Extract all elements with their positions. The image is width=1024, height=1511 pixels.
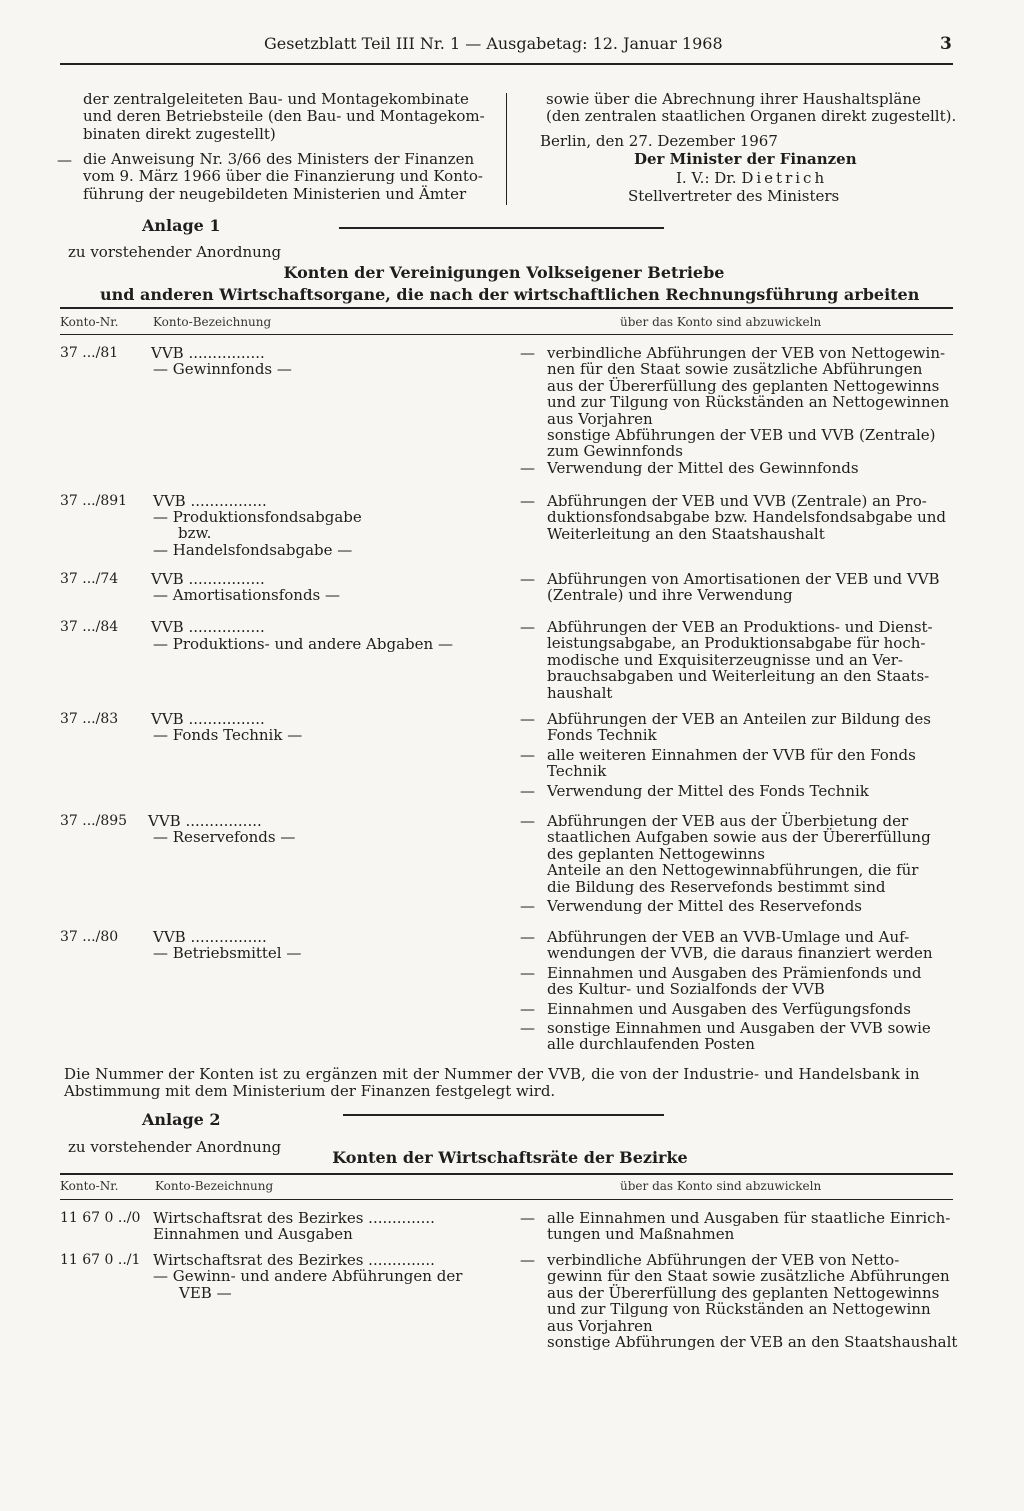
anlage1-subtitle: zu vorstehender Anordnung	[68, 243, 282, 261]
table-row-description	[520, 711, 950, 799]
intro-right-line: (den zentralen staatlichen Organen direkt zugestellt).	[546, 107, 957, 126]
anlage1-col-desc: über das Konto sind abzuwickeln	[620, 315, 822, 329]
item-dash: —	[520, 897, 535, 916]
intro-left-dash: —	[57, 151, 72, 169]
item-line: (Zentrale) und ihre Verwendung	[547, 586, 793, 605]
signer-role: Stellvertreter des Ministers	[628, 187, 840, 205]
name-line: Einnahmen und Ausgaben	[153, 1225, 353, 1244]
item-line: brauchsabgaben und Weiterleitung an den Staats-	[547, 667, 930, 686]
item-dash: —	[520, 710, 535, 728]
intro-left-line: der zentralgeleiteten Bau- und Montagekombinate	[83, 90, 469, 108]
column-divider	[506, 93, 507, 205]
item-line: gewinn für den Staat sowie zusätzliche Abführungen	[547, 1267, 950, 1286]
item-line: und zur Tilgung von Rückständen an Nettogewinnen	[547, 393, 950, 412]
list-item	[520, 1333, 958, 1352]
item-line: verbindliche Abführungen der VEB von Nettogewin-	[547, 344, 946, 362]
anlage1-col-name: Konto-Bezeichnung	[153, 315, 272, 329]
item-line: Abführungen der VEB an Anteilen zur Bildung des	[547, 710, 931, 728]
table-row-number: 37 .../74	[60, 571, 119, 587]
item-dash: —	[520, 458, 535, 477]
name-line: Wirtschaftsrat des Bezirkes ..............	[153, 1209, 435, 1227]
table-row-description	[520, 619, 950, 701]
item-line: staatlichen Aufgaben sowie aus der Übererfüllung	[547, 828, 931, 847]
item-line: nen für den Staat sowie zusätzliche Abführungen	[547, 360, 923, 379]
item-dash: —	[520, 1209, 535, 1227]
intro-left-line: und deren Betriebsteile (den Bau- und Montagekom-	[83, 107, 485, 126]
name-line: — Gewinn- und andere Abführungen der	[153, 1267, 463, 1286]
table-row-name: VVB ................	[151, 570, 265, 588]
table-row-number: 37 .../895	[60, 813, 128, 829]
table-row-name	[153, 1210, 435, 1243]
table-row-sub: — Produktions- und andere Abgaben —	[153, 635, 453, 653]
item-dash: —	[520, 1019, 535, 1038]
page-number: 3	[940, 34, 952, 54]
anlage2-subtitle: zu vorstehender Anordnung	[68, 1138, 282, 1156]
place-date: Berlin, den 27. Dezember 1967	[540, 132, 778, 150]
intro-left-line: binaten direkt zugestellt)	[83, 124, 276, 143]
intro-right-paragraph	[546, 91, 956, 125]
item-line: und zur Tilgung von Rückständen an Nettogewinn	[547, 1300, 931, 1319]
item-dash: —	[520, 745, 535, 764]
item-dash: —	[520, 812, 535, 830]
intro-left-paragraph	[83, 91, 485, 142]
list-item	[520, 929, 950, 962]
list-item	[520, 1020, 950, 1053]
item-line: Abführungen der VEB und VVB (Zentrale) an Pro-	[547, 492, 927, 510]
intro-right-line: sowie über die Abrechnung ihrer Haushaltspläne	[546, 90, 921, 108]
list-item	[520, 427, 950, 460]
item-line: aus Vorjahren	[547, 1316, 653, 1335]
anlage1-footnote	[64, 1066, 920, 1100]
table-row-name: VVB ................	[151, 710, 265, 728]
item-dash: —	[520, 928, 535, 946]
table-row-sub: — Gewinnfonds —	[153, 360, 292, 378]
name-line: Wirtschaftsrat des Bezirkes ..............	[153, 1251, 435, 1269]
anlage1-table-top-rule	[60, 307, 953, 309]
signer-prefix: I. V.: Dr.	[676, 169, 742, 187]
item-line: haushalt	[547, 683, 613, 702]
table-row-sub: — Produktionsfondsabgabe	[153, 508, 362, 526]
list-item	[520, 813, 950, 862]
item-dash: —	[520, 492, 535, 510]
item-line: verbindliche Abführungen der VEB von Netto-	[547, 1251, 900, 1269]
table-row-sub: — Handelsfondsabgabe —	[153, 541, 353, 559]
table-row-description	[520, 571, 950, 604]
table-row-description	[520, 345, 950, 476]
list-item	[520, 965, 950, 998]
anlage1-col-number: Konto-Nr.	[60, 315, 119, 329]
footnote-line: Abstimmung mit dem Ministerium der Finanzen festgelegt wird.	[64, 1082, 556, 1101]
item-line: des geplanten Nettogewinns	[547, 844, 765, 863]
table-row-name: VVB ................	[153, 928, 267, 946]
anlage1-label: Anlage 1	[142, 216, 221, 235]
anlage2-col-desc: über das Konto sind abzuwickeln	[620, 1179, 822, 1193]
item-line: Fonds Technik	[547, 726, 657, 745]
item-line: aus der Übererfüllung des geplanten Nettogewinns	[547, 376, 940, 395]
name-line: VEB —	[179, 1283, 232, 1302]
list-item	[520, 1001, 950, 1017]
table-row-description	[520, 813, 950, 914]
signer-title: Der Minister der Finanzen	[634, 150, 857, 168]
item-line: Verwendung der Mittel des Gewinnfonds	[547, 458, 859, 477]
table-row-sub: bzw.	[178, 524, 212, 542]
table-row-name: VVB ................	[153, 492, 267, 510]
item-line: wendungen der VVB, die daraus finanziert werden	[547, 944, 933, 963]
table-row-number: 37 .../83	[60, 711, 119, 727]
table-row-number: 11 67 0 ../1	[60, 1252, 141, 1268]
item-line: des Kultur- und Sozialfonds der VVB	[547, 980, 825, 999]
list-item	[520, 711, 950, 744]
item-line: alle weiteren Einnahmen der VVB für den Fonds	[547, 745, 916, 764]
item-line: Verwendung der Mittel des Fonds Technik	[547, 781, 869, 800]
table-row-number: 37 .../891	[60, 493, 128, 509]
anlage1-title-line1: Konten der Vereinigungen Volkseigener Betriebe	[283, 263, 725, 282]
list-item	[520, 571, 950, 604]
item-line: sonstige Einnahmen und Ausgaben der VVB sowie	[547, 1019, 931, 1038]
signer-line	[676, 170, 827, 186]
table-row-name: VVB ................	[151, 618, 265, 636]
intro-left-item-line: vom 9. März 1966 über die Finanzierung und Konto-	[83, 167, 484, 186]
intro-left-item-line: die Anweisung Nr. 3/66 des Ministers der Finanzen	[83, 150, 475, 168]
table-row-number: 37 .../84	[60, 619, 119, 635]
signer-name: Dietrich	[741, 169, 828, 187]
item-line: duktionsfondsabgabe bzw. Handelsfondsabgabe und	[547, 508, 947, 527]
table-row-description	[520, 1210, 950, 1243]
table-row-number: 37 .../81	[60, 345, 119, 361]
item-line: Abführungen von Amortisationen der VEB und VVB	[547, 570, 940, 588]
item-line: Einnahmen und Ausgaben des Verfügungsfonds	[547, 999, 911, 1018]
list-item	[520, 1252, 950, 1334]
table-row-description	[520, 929, 950, 1053]
list-item	[520, 1210, 950, 1243]
table-row-description	[520, 1251, 958, 1352]
item-dash: —	[520, 618, 535, 636]
anlage1-table-header-rule	[60, 334, 953, 335]
list-item	[520, 898, 950, 914]
anlage2-table-top-rule	[60, 1173, 953, 1175]
anlage2-label: Anlage 2	[142, 1110, 221, 1129]
table-row-number: 37 .../80	[60, 929, 119, 945]
list-item	[520, 619, 950, 701]
item-line: aus Vorjahren	[547, 409, 653, 428]
page-header-title: Gesetzblatt Teil III Nr. 1 — Ausgabetag: 12. Januar 1968	[264, 34, 723, 53]
table-row-description	[520, 493, 950, 542]
intro-left-item-line: führung der neugebildeten Ministerien und Ämter	[83, 184, 467, 203]
intro-left-item	[83, 151, 483, 202]
anlage2-title: Konten der Wirtschaftsräte der Bezirke	[332, 1148, 688, 1167]
anlage2-heading-rule	[343, 1114, 664, 1116]
item-line: sonstige Abführungen der VEB an den Staatshaushalt	[547, 1333, 958, 1352]
item-line: Technik	[547, 762, 607, 781]
item-dash: —	[520, 963, 535, 982]
table-row-name: VVB ................	[148, 812, 262, 830]
list-item	[520, 747, 950, 780]
list-item	[520, 862, 950, 895]
anlage1-heading-rule	[339, 227, 664, 229]
table-row-sub: — Betriebsmittel —	[153, 944, 302, 962]
item-dash: —	[520, 1251, 535, 1269]
item-line: Anteile an den Nettogewinnabführungen, die für	[547, 861, 919, 880]
anlage1-title-line2: und anderen Wirtschaftsorgane, die nach der wirtschaftlichen Rechnungsführung arbeiten	[100, 285, 920, 304]
item-line: sonstige Abführungen der VEB und VVB (Zentrale)	[547, 426, 936, 445]
list-item	[520, 493, 950, 542]
item-dash: —	[520, 344, 535, 362]
item-dash: —	[520, 570, 535, 588]
table-row-sub: — Fonds Technik —	[153, 726, 303, 744]
item-line: aus der Übererfüllung des geplanten Nettogewinns	[547, 1283, 940, 1302]
table-row-name: VVB ................	[151, 344, 265, 362]
list-item	[520, 460, 950, 476]
list-item	[520, 783, 950, 799]
table-row-sub: — Amortisationsfonds —	[153, 586, 341, 604]
item-line: modische und Exquisiterzeugnisse und an Ver-	[547, 650, 903, 669]
item-dash: —	[520, 999, 535, 1018]
footnote-line: Die Nummer der Konten ist zu ergänzen mit der Nummer der VVB, die von der Industrie- und Handelsbank in	[64, 1065, 920, 1083]
anlage2-table-header-rule	[60, 1199, 953, 1200]
item-line: Abführungen der VEB an Produktions- und Dienst-	[547, 618, 933, 636]
item-line: tungen und Maßnahmen	[547, 1225, 735, 1244]
item-line: Weiterleitung an den Staatshaushalt	[547, 524, 825, 543]
list-item	[520, 345, 950, 427]
table-row-sub: — Reservefonds —	[153, 828, 296, 846]
item-line: alle durchlaufenden Posten	[547, 1035, 755, 1054]
item-line: leistungsabgabe, an Produktionsabgabe für hoch-	[547, 634, 926, 653]
item-dash: —	[520, 781, 535, 800]
item-line: Verwendung der Mittel des Reservefonds	[547, 897, 862, 916]
header-rule	[60, 63, 953, 65]
anlage2-col-number: Konto-Nr.	[60, 1179, 119, 1193]
table-row-number: 11 67 0 ../0	[60, 1210, 141, 1226]
table-row-name	[153, 1252, 462, 1301]
anlage2-col-name: Konto-Bezeichnung	[155, 1179, 274, 1193]
item-line: zum Gewinnfonds	[547, 442, 683, 461]
item-line: Einnahmen und Ausgaben des Prämienfonds und	[547, 963, 922, 982]
item-line: Abführungen der VEB aus der Überbietung der	[547, 812, 909, 830]
item-line: Abführungen der VEB an VVB-Umlage und Auf-	[547, 928, 910, 946]
item-line: alle Einnahmen und Ausgaben für staatliche Einrich-	[547, 1209, 951, 1227]
item-line: die Bildung des Reservefonds bestimmt sind	[547, 877, 886, 896]
